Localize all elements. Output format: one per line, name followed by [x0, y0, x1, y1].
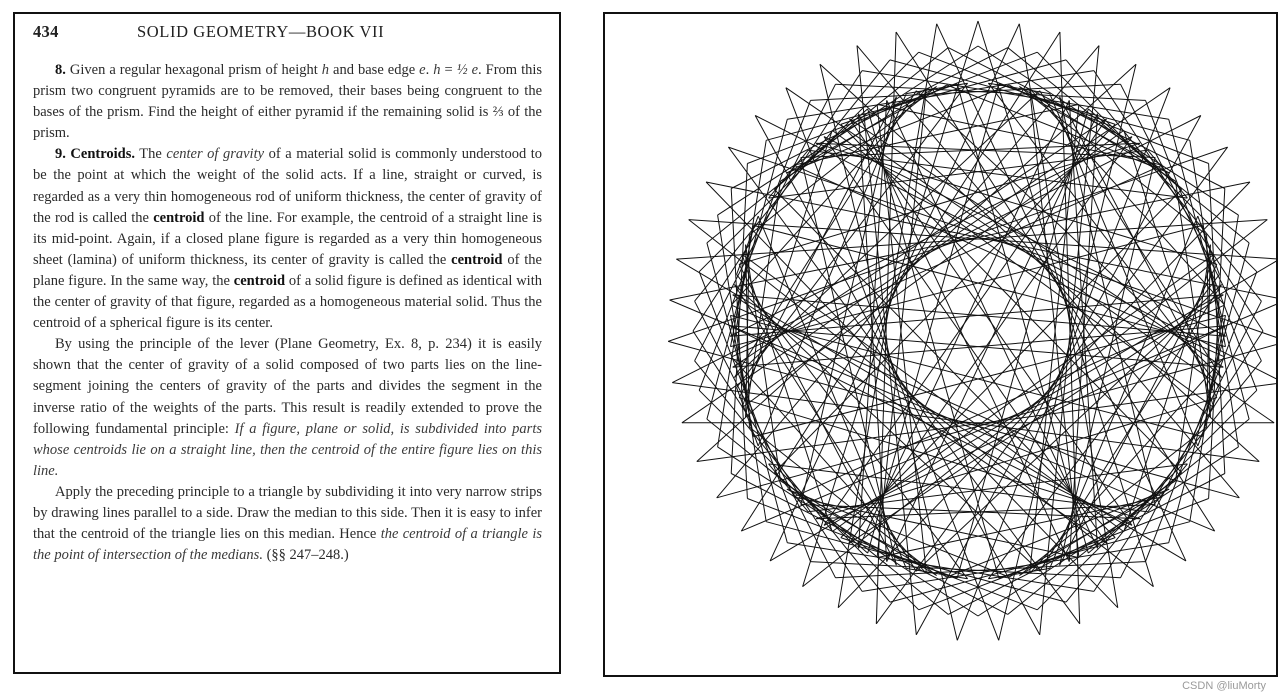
text-run: the centroid of a triangle is the point of intersection of the medians.: [33, 526, 542, 564]
text-run: of a solid figure is defined as identical with the center of gravity of that figure, regarded as a homogeneous material solid. Thus the centroid of a spherical figure is its center.: [33, 272, 542, 332]
string-art-figure: [603, 12, 1278, 677]
text-run: of the plane figure. In the same way, the: [33, 251, 542, 289]
text-run: of a material solid is commonly understood to be the point at which the weight of the solid acts. If a line, straight or curved, is regarded as a very thin homogeneous rod of uniform thickness, the center of gravity of the rod is called the: [33, 146, 543, 226]
epicycloid-lines: [730, 83, 1226, 579]
paragraph-2: [33, 144, 542, 334]
book-page-scan: [13, 12, 561, 674]
paragraph-4: [33, 482, 542, 566]
paragraph-3: [33, 334, 542, 482]
curve-chord: [859, 114, 1070, 562]
rim-chord: [707, 48, 948, 243]
rim-chord: [1066, 60, 1261, 301]
text-run: 8.: [55, 62, 66, 78]
watermark: CSDN @liuMorty: [1182, 680, 1266, 692]
text-run: centroid: [233, 272, 286, 289]
paragraph-1: [33, 60, 542, 144]
text-run: and base edge: [329, 62, 420, 78]
page-number: 434: [33, 22, 59, 41]
outer-ring-lines: [693, 46, 1263, 616]
rim-chord: [1037, 52, 1257, 272]
text-run: e: [471, 62, 479, 78]
running-head: SOLID GEOMETRY—BOOK VII: [137, 22, 385, 41]
rim-chord: [1066, 361, 1261, 602]
text-run: (§§ 247–248.): [262, 547, 349, 564]
rim-chord: [699, 52, 919, 272]
rim-chord: [693, 71, 862, 331]
text-run: .: [425, 62, 434, 78]
text-run: e: [419, 62, 426, 78]
text-run: The: [135, 146, 167, 163]
text-run: =: [440, 62, 457, 78]
text-run: Apply the preceding principle to a triangle by subdividing it into very narrow strips by drawing lines parallel to a side. Draw the median to this side. Then it is easy to infer that the centroid of the triangle lies on this median. Hence: [33, 483, 542, 543]
curve-chord: [742, 254, 832, 531]
text-run: centroid: [153, 209, 205, 226]
text-run: Given a regular hexagonal prism of height: [65, 62, 322, 78]
text-run: of the line. For example, the centroid of a straight line is its mid-point. Again, if a closed plane figure is regarded as a very thin homogeneous sheet (lamina) of uniform thickness, its center of gravity is called the: [33, 209, 542, 268]
text-run: 9. Centroids.: [55, 146, 136, 163]
rim-chord: [695, 60, 890, 301]
text-run: . From this prism two congruent pyramids are to be removed, their bases being congruent to the bases of the prism. Find the height of either pyramid if the remaining solid is ⅔ of the prism.: [33, 62, 543, 142]
text-run: ½: [456, 62, 468, 78]
page-text: [33, 60, 542, 566]
text-run: By using the principle of the lever (Plane Geometry, Ex. 8, p. 234) it is easily shown that the center of gravity of a solid composed of two parts lies on the line-segment joining the centers of gravity of the parts and divides the segment in the inverse ratio of the weights of the parts. This result is readily extended to prove the following fundamental principle:: [33, 336, 542, 437]
rim-chord: [693, 331, 862, 591]
rim-chord: [1094, 71, 1263, 331]
star-polygon-lines: [668, 21, 1276, 640]
curve-chord: [859, 100, 1070, 548]
text-run: h: [433, 62, 441, 78]
rim-chord: [1008, 48, 1249, 243]
text-run: If a figure, plane or solid, is subdivided into parts whose centroids lie on a straight line, then the centroid of the entire figure lies on this line.: [33, 420, 542, 479]
rim-chord: [1094, 331, 1263, 591]
text-run: h: [321, 62, 330, 78]
text-run: center of gravity: [166, 146, 265, 163]
text-run: centroid: [451, 251, 503, 268]
rim-chord: [695, 361, 890, 602]
string-art-drawing: [605, 14, 1276, 675]
